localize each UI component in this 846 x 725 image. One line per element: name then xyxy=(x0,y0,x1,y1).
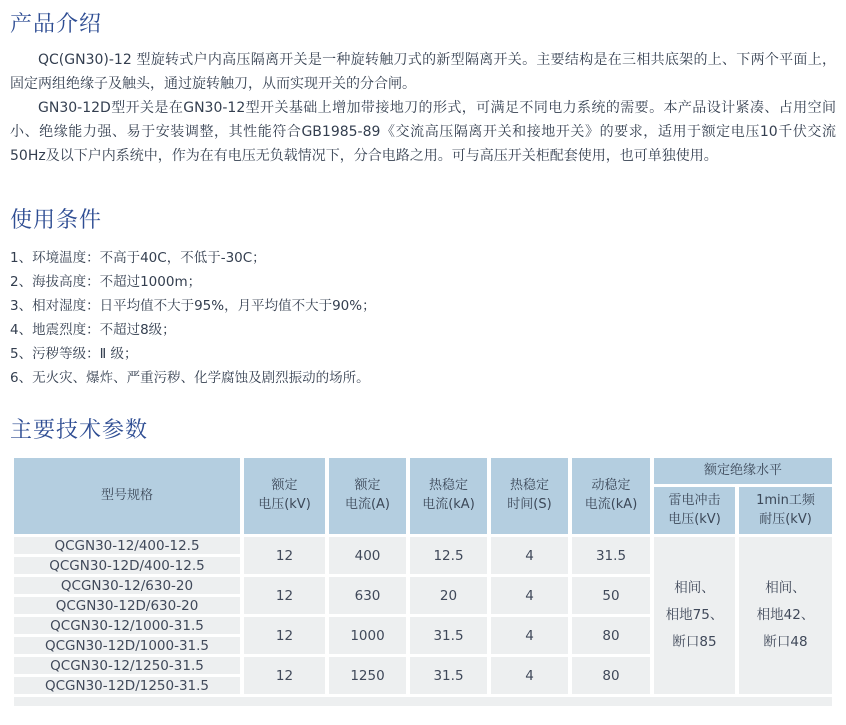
intro-paragraph-2: GN30-12D型开关是在GN30-12型开关基础上增加带接地刀的形式，可满足不同电力系统的需要。本产品设计紧凑、占用空间小、绝缘能力强、易于安装调整，其性能符合GB1985-89《交流高压隔离开关和接地开关》的要求，适用于额定电压10千伏交流50Hz及以下户内系统中，作为在有电压无负载情况下，分合电路之用。可与高压开关柜配套使用，也可单独使用。 xyxy=(10,100,836,164)
thermal-current-cell: 12.5 xyxy=(410,537,491,577)
usage-condition-item-1: 1、环境温度：不高于40C，不低于-30C； xyxy=(10,250,266,266)
section-title-usage-conditions: 使用条件 xyxy=(10,208,103,233)
voltage-cell: 12 xyxy=(244,657,329,697)
model-cell: QCGN30-12D/630-20 xyxy=(14,597,244,617)
insulation-power-frequency-value: 相间、 相地42、 断口48 xyxy=(739,537,832,697)
column-header-rated-voltage: 额定 电压(kV) xyxy=(244,458,329,537)
current-cell: 630 xyxy=(329,577,410,617)
column-header-power-frequency: 1min工频 耐压(kV) xyxy=(739,487,832,537)
current-cell: 1250 xyxy=(329,657,410,697)
thermal-current-cell: 20 xyxy=(410,577,491,617)
thermal-time-cell: 4 xyxy=(491,537,572,577)
model-cell: QCGN30-12/1250-31.5 xyxy=(14,657,244,677)
column-header-lightning-impulse: 雷电冲击 电压(kV) xyxy=(654,487,739,537)
model-cell: QCGN30-12/1000-31.5 xyxy=(14,617,244,637)
dynamic-current-cell: 80 xyxy=(572,617,654,657)
next-row-cutoff-strip xyxy=(14,697,832,706)
thermal-time-cell: 4 xyxy=(491,657,572,697)
usage-condition-item-4: 4、地震烈度：不超过8级； xyxy=(10,322,176,338)
voltage-cell: 12 xyxy=(244,577,329,617)
voltage-cell: 12 xyxy=(244,617,329,657)
current-cell: 1000 xyxy=(329,617,410,657)
voltage-cell: 12 xyxy=(244,537,329,577)
dynamic-current-cell: 31.5 xyxy=(572,537,654,577)
thermal-time-cell: 4 xyxy=(491,617,572,657)
tech-specs-table xyxy=(14,458,832,697)
model-cell: QCGN30-12D/1250-31.5 xyxy=(14,677,244,697)
dynamic-current-cell: 80 xyxy=(572,657,654,697)
column-header-thermal-time: 热稳定 时间(S) xyxy=(491,458,572,537)
table-row xyxy=(14,537,832,557)
column-header-model: 型号规格 xyxy=(14,458,244,537)
column-header-dynamic-current: 动稳定 电流(kA) xyxy=(572,458,654,537)
usage-condition-item-3: 3、相对湿度：日平均值不大于95%，月平均值不大于90%； xyxy=(10,298,376,314)
thermal-current-cell: 31.5 xyxy=(410,657,491,697)
current-cell: 400 xyxy=(329,537,410,577)
table-header-row-top xyxy=(14,458,832,487)
usage-condition-item-5: 5、污秽等级：Ⅱ 级； xyxy=(10,346,138,362)
column-header-rated-current: 额定 电流(A) xyxy=(329,458,410,537)
column-header-insulation-level: 额定绝缘水平 xyxy=(654,458,832,487)
insulation-impulse-value: 相间、 相地75、 断口85 xyxy=(654,537,739,697)
usage-conditions-list xyxy=(10,246,836,390)
model-cell: QCGN30-12D/1000-31.5 xyxy=(14,637,244,657)
column-header-thermal-current: 热稳定 电流(kA) xyxy=(410,458,491,537)
usage-condition-item-2: 2、海拔高度：不超过1000m； xyxy=(10,274,202,290)
thermal-current-cell: 31.5 xyxy=(410,617,491,657)
model-cell: QCGN30-12/400-12.5 xyxy=(14,537,244,557)
model-cell: QCGN30-12/630-20 xyxy=(14,577,244,597)
usage-condition-item-6: 6、无火灾、爆炸、严重污秽、化学腐蚀及剧烈振动的场所。 xyxy=(10,370,370,386)
section-title-tech-params: 主要技术参数 xyxy=(10,418,149,443)
thermal-time-cell: 4 xyxy=(491,577,572,617)
model-cell: QCGN30-12D/400-12.5 xyxy=(14,557,244,577)
dynamic-current-cell: 50 xyxy=(572,577,654,617)
section-title-product-intro: 产品介绍 xyxy=(10,12,103,37)
intro-paragraph-1: QC(GN30)-12 型旋转式户内高压隔离开关是一种旋转触刀式的新型隔离开关。主要结构是在三相共底架的上、下两个平面上，固定两组绝缘子及触头，通过旋转触刀，从而实现开关的分合闸。 xyxy=(10,52,836,92)
